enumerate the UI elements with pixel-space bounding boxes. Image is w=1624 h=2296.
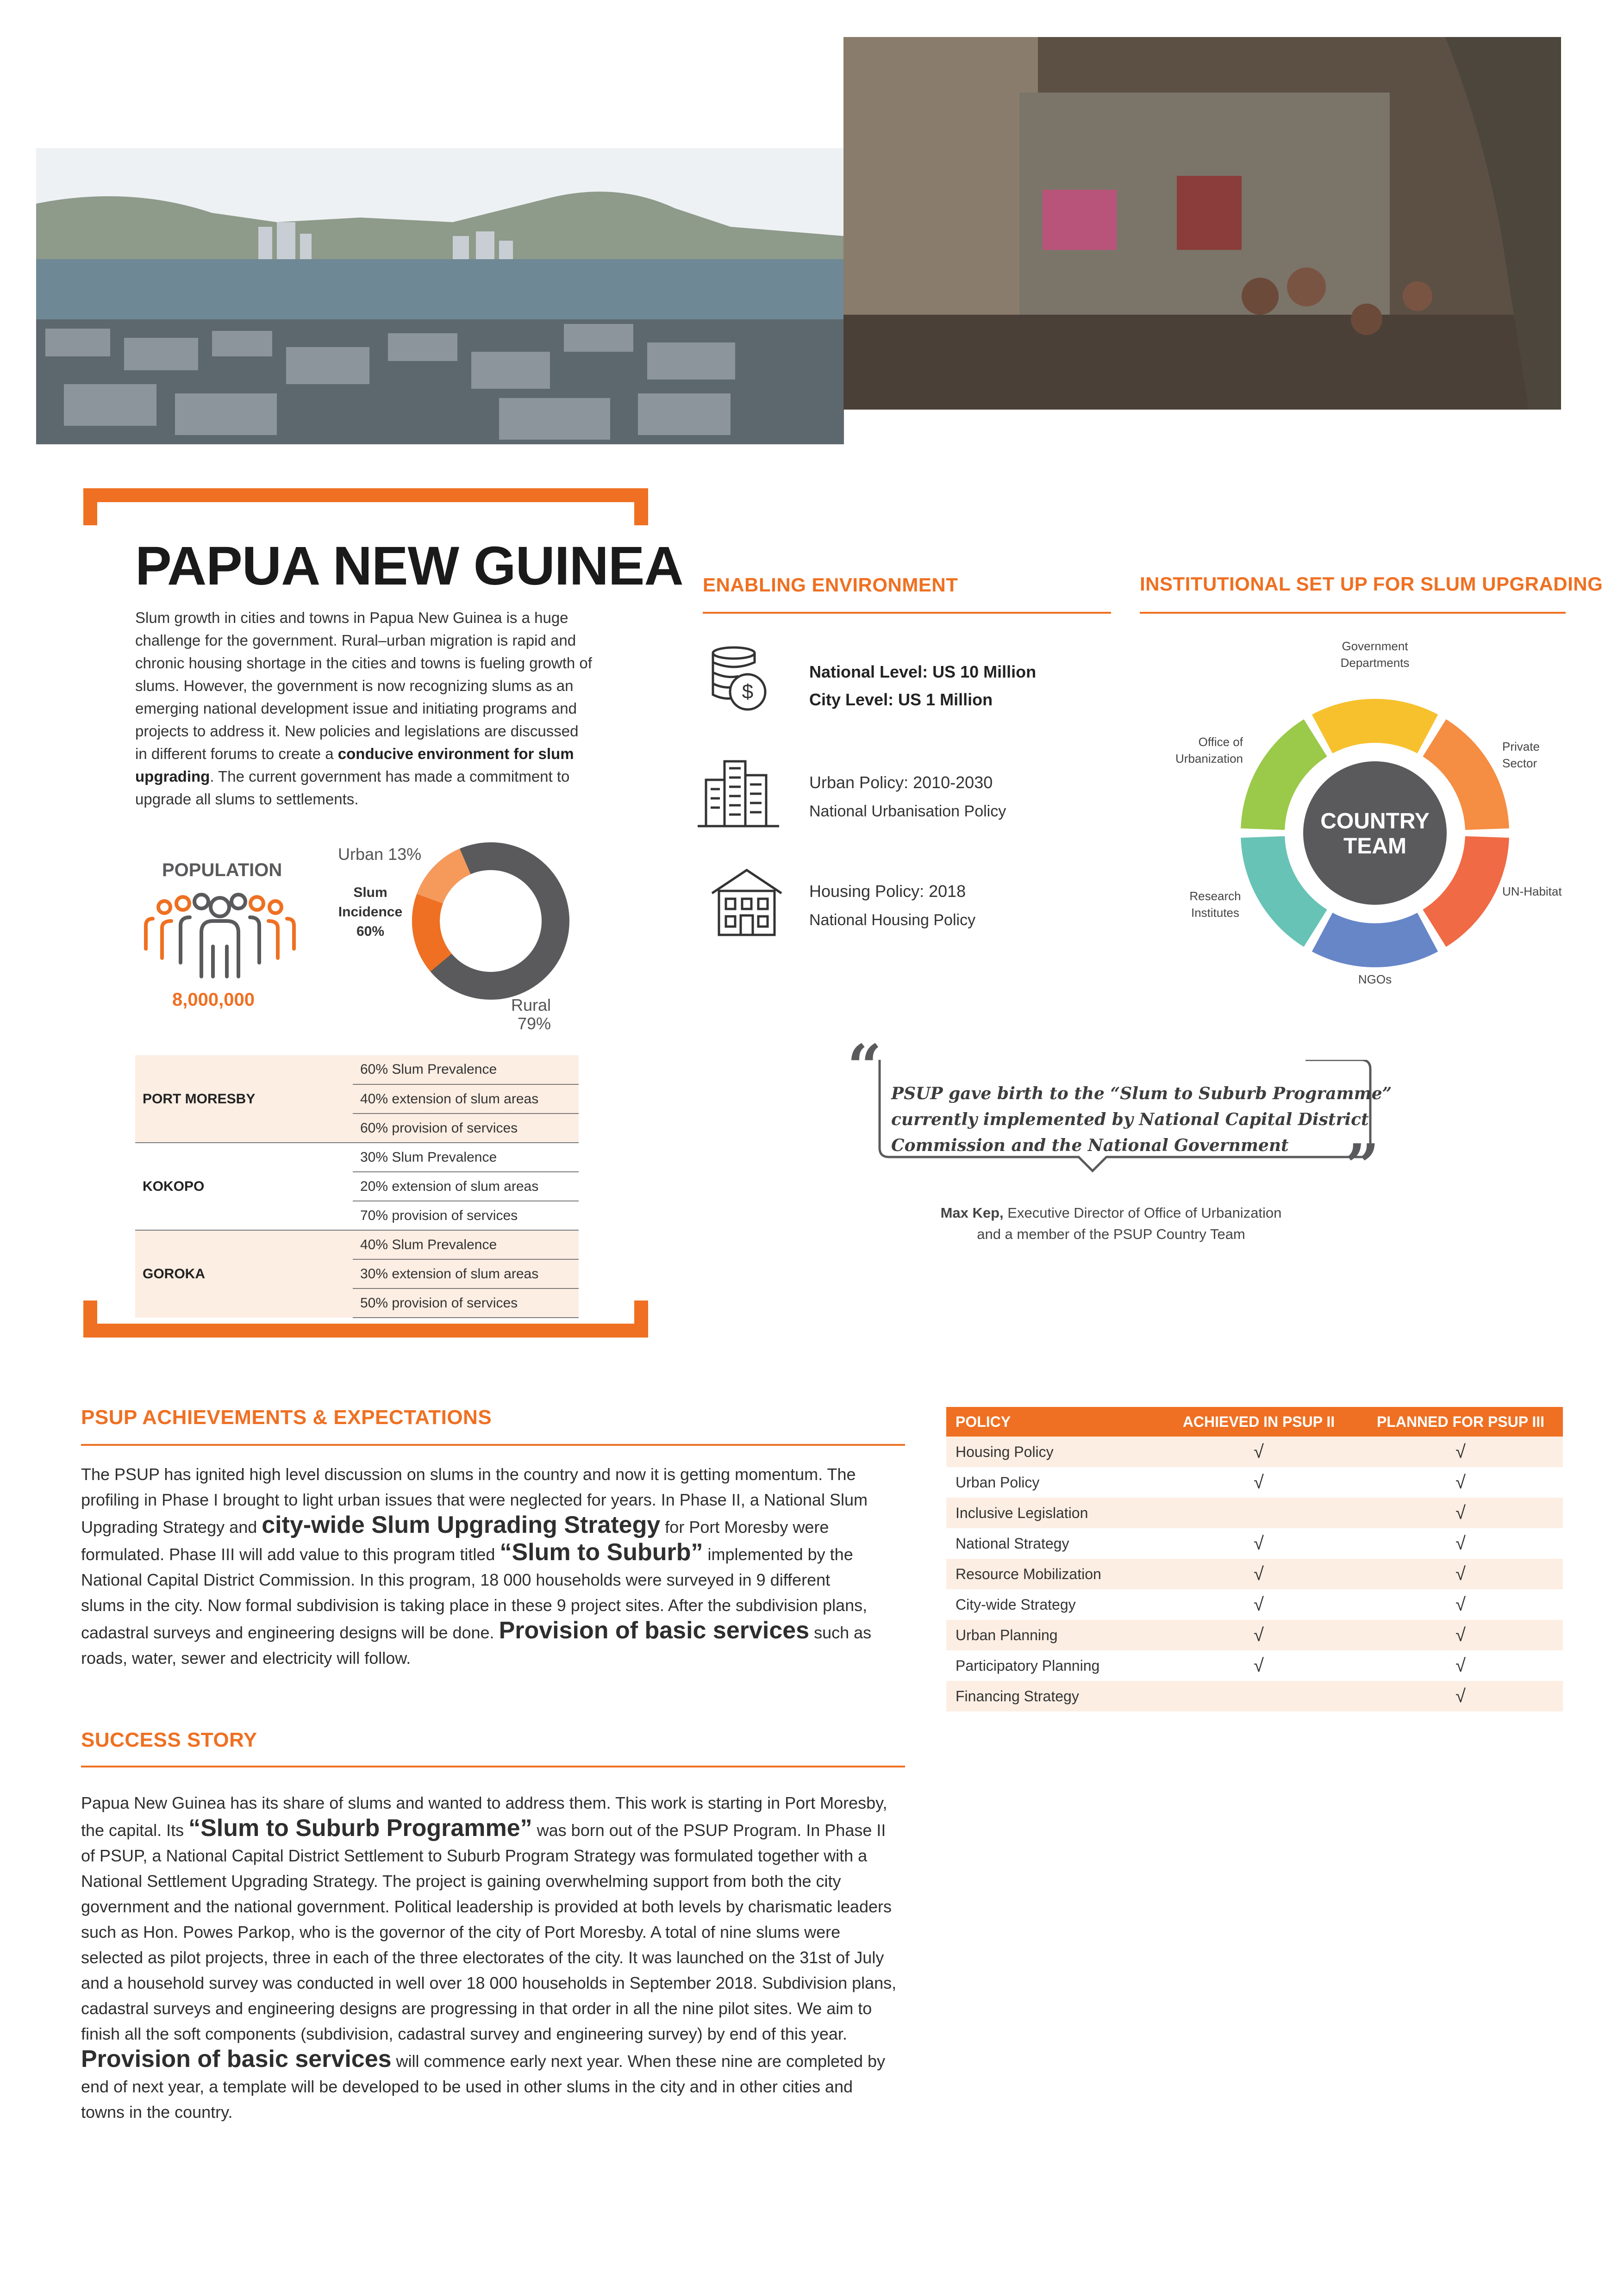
table-header-row [946,1407,1563,1437]
intro-bold: conducive environment for slum upgrading [135,745,574,785]
segment-label-ngos: NGOs [1358,972,1392,986]
city-stat-cell: 70% provision of services [353,1201,579,1230]
city-name-cell: PORT MORESBY [135,1084,353,1114]
planned-tick-cell: √ [1358,1559,1563,1589]
achieved-tick-cell: √ [1159,1559,1358,1589]
policy-name-cell: Urban Planning [946,1620,1159,1650]
policy-name-cell: Participatory Planning [946,1650,1159,1681]
policy-name-cell: Housing Policy [946,1437,1159,1467]
table-row [135,1055,579,1084]
segment-label-government: Government Departments [1340,639,1410,670]
money-coins-icon [708,646,768,717]
table-row [946,1681,1563,1711]
planned-tick-cell: √ [1358,1681,1563,1711]
enabling-rule [703,612,1111,614]
planned-tick-cell: √ [1358,1620,1563,1650]
urban-policy-text [809,768,1006,826]
country-team-diagram [1236,694,1514,974]
success-rule [81,1766,905,1767]
institutional-heading: INSTITUTIONAL SET UP FOR SLUM UPGRADING [1140,573,1603,595]
quote-author: Max Kep, Executive Director of Office of Urbanization and a member of the PSUP Country Team [940,1205,1282,1242]
achievements-heading: PSUP ACHIEVEMENTS & EXPECTATIONS [81,1406,492,1429]
policy-name-cell: Financing Strategy [946,1681,1159,1711]
table-row [946,1650,1563,1681]
policy-header: POLICY [946,1407,1159,1437]
table-row [135,1259,579,1288]
table-row [946,1559,1563,1589]
policy-name-cell: City-wide Strategy [946,1589,1159,1620]
city-slum-table [135,1055,579,1318]
achievements-rule [81,1444,905,1446]
segment-label-unhabitat: UN-Habitat [1502,884,1562,898]
city-stat-cell: 20% extension of slum areas [353,1172,579,1201]
population-value: 8,000,000 [172,989,255,1010]
svg-text:$: $ [742,680,754,703]
city-buildings-icon [697,752,780,833]
city-stat-cell: 40% extension of slum areas [353,1084,579,1114]
achieved-tick-cell [1159,1498,1358,1528]
enabling-heading: ENABLING ENVIRONMENT [703,574,958,596]
urban-segment [430,861,465,899]
slum-segment [426,899,441,963]
table-row [946,1498,1563,1528]
policy-table [946,1407,1563,1711]
population-label: POPULATION [162,860,282,880]
housing-policy-title: Housing Policy: 2018 [809,882,966,901]
success-heading: SUCCESS STORY [81,1729,257,1751]
table-row [946,1620,1563,1650]
planned-tick-cell: √ [1358,1467,1563,1498]
planned-tick-cell: √ [1358,1437,1563,1467]
family-house-photo [843,37,1561,410]
quote-text: PSUP gave birth to the “Slum to Suburb Programme” currently implemented by National Capital District Commission and the National Government [891,1084,1392,1155]
policy-name-cell: Urban Policy [946,1467,1159,1498]
housing-policy-text [809,877,975,934]
policy-name-cell: National Strategy [946,1528,1159,1559]
success-paragraph: Papua New Guinea has its share of slums and wanted to address them. This work is starting in Port Moresby, the capital. Its “Slum to Suburb Programme” was born out of the PSUP Program. In Phase II of PSUP, a National Capital District Settlement to Suburb Program Strategy was formulated together with a National Settlement Upgrading Strategy. The project is gaining overwhelming support from both the city government and the national government. Political leadership is provided at both levels by charismatic leaders such as Hon. Powes Parkop, who is the governor of the city of Port Moresby. A total of nine slums were selected as pilot projects, three in each of the three electorates of the city. It was launched on the 31st of July and a household survey was conducted in well over 18 000 households in September 2018. Subdivision plans, cadastral surveys and engineering designs are progressing in that order in all the nine pilot sites. We aim to finish all the soft components (subdivision, cadastral survey and engineering survey) by end of this year. Provision of basic services will commence early next year. When these nine are completed by end of next year, a template will be developed to be used in other slums in the city and in other cities and towns in the country. [81,1793,897,2122]
people-group-icon [137,889,303,983]
achieved-tick-cell: √ [1159,1467,1358,1498]
city-stat-cell: 30% Slum Prevalence [353,1143,579,1172]
segment-label-office: Office of Urbanization [1175,735,1243,765]
table-row [946,1467,1563,1498]
table-row [946,1437,1563,1467]
city-stat-cell: 50% provision of services [353,1288,579,1318]
planned-tick-cell: √ [1358,1589,1563,1620]
segment-label-research: Research Institutes [1189,889,1241,920]
quote-close-icon: ” [1345,1131,1380,1201]
city-stat-cell: 60% Slum Prevalence [353,1055,579,1084]
achieved-header: ACHIEVED IN PSUP II [1159,1407,1358,1437]
city-stat-cell: 60% provision of services [353,1114,579,1143]
city-name-cell [135,1055,353,1084]
box-top-left-corner [83,488,648,525]
planned-tick-cell: √ [1358,1528,1563,1559]
budget-text [809,658,1036,714]
table-row [135,1143,579,1172]
achieved-tick-cell [1159,1681,1358,1711]
planned-tick-cell: √ [1358,1650,1563,1681]
national-budget: National Level: US 10 Million [809,662,1037,681]
house-icon [707,865,786,942]
city-stat-cell: 30% extension of slum areas [353,1259,579,1288]
country-team-label-1: COUNTRY [1320,809,1430,834]
segment-label-private: Private Sector [1502,740,1540,770]
ring-segment-ngos [1312,913,1438,967]
achieved-tick-cell: √ [1159,1650,1358,1681]
ring-segment-government [1312,699,1438,753]
institutional-rule [1140,612,1566,614]
urban-label: Urban 13% [338,845,422,864]
achieved-tick-cell: √ [1159,1620,1358,1650]
achievements-paragraph: The PSUP has ignited high level discussion on slums in the country and now it is getting momentum. The profiling in Phase I brought to light urban issues that were neglected for years. In Phase II, a National Slum Upgrading Strategy and city-wide Slum Upgrading Strategy for Port Moresby were formulated. Phase III will add value to this program titled “Slum to Suburb” implemented by the National Capital District Commission. In this program, 18 000 households were surveyed in 9 different slums in the city. Now formal subdivision is taking place in these 9 project sites. After the subdivision plans, cadastral surveys and engineering designs will be done. Provision of basic services such as roads, water, sewer and electricity will follow. [81,1465,872,1668]
table-row [135,1230,579,1259]
housing-policy-sub: National Housing Policy [809,911,976,929]
urban-policy-title: Urban Policy: 2010-2030 [809,773,993,792]
city-name-cell: KOKOPO [143,1178,205,1194]
slum-incidence-label: Slum Incidence 60% [338,885,403,939]
urban-policy-sub: National Urbanisation Policy [809,803,1006,820]
rural-label: Rural 79% [511,996,551,1033]
city-name-cell: GOROKA [135,1259,353,1288]
table-row [946,1589,1563,1620]
harbor-slum-photo [36,148,844,444]
table-row [135,1288,579,1318]
population-donut-chart [403,833,579,1011]
intro-paragraph: Slum growth in cities and towns in Papua New Guinea is a huge challenge for the government. Rural–urban migration is rapid and chronic housing shortage in the cities and towns is fueling growth of slums. However, the government is now recognizing slums as an emerging national development issue and initiating programs and projects to address it. New policies and legislations are discussed in different forums to create a conducive environment for slum upgrading. The current government has made a commitment to upgrade all slums to settlements. [135,609,592,808]
policy-name-cell: Resource Mobilization [946,1559,1159,1589]
table-row [135,1172,579,1201]
country-team-label-2: TEAM [1343,834,1406,859]
table-row [135,1084,579,1114]
page-title: PAPUA NEW GUINEA [135,535,683,597]
planned-header: PLANNED FOR PSUP III [1358,1407,1563,1437]
city-budget: City Level: US 1 Million [809,690,993,709]
planned-tick-cell: √ [1358,1498,1563,1528]
city-stat-cell: 40% Slum Prevalence [353,1230,579,1259]
policy-name-cell: Inclusive Legislation [946,1498,1159,1528]
table-row [135,1114,579,1143]
quote-open-icon: “ [847,1031,882,1102]
achieved-tick-cell: √ [1159,1437,1358,1467]
achieved-tick-cell: √ [1159,1528,1358,1559]
table-row [135,1201,579,1230]
table-row [946,1528,1563,1559]
achieved-tick-cell: √ [1159,1589,1358,1620]
